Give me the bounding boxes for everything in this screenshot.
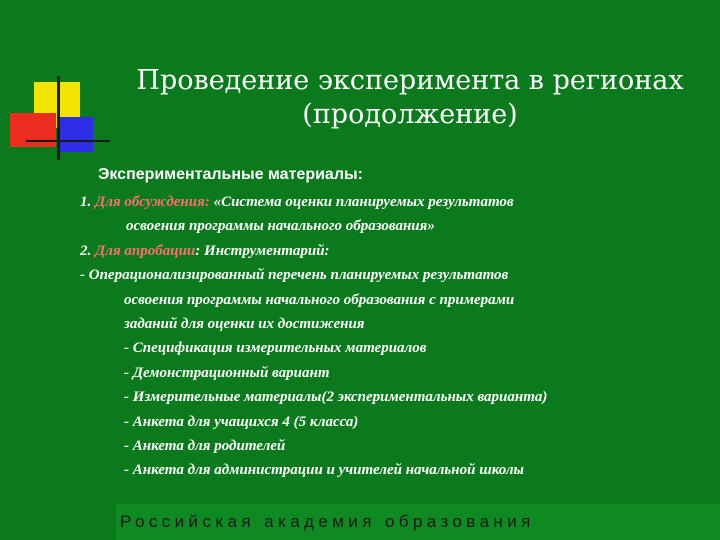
bullet-line: - Анкета для учащихся 4 (5 класса): [124, 413, 359, 430]
item-2-label: Для апробации: [95, 242, 196, 259]
bullet-line: - Измерительные материалы(2 экспериментальных варианта): [124, 389, 548, 406]
content-body: [80, 190, 710, 483]
logo-horizontal-line: [26, 140, 110, 142]
bullet-line: - Анкета для родителей: [124, 438, 286, 455]
bullet-line: освоения программы начального образования с примерами: [124, 291, 515, 308]
item-2-number: 2.: [80, 242, 95, 259]
item-1-continuation: освоения программы начального образования»: [126, 218, 435, 235]
item-2: [80, 239, 710, 263]
item-1: [80, 190, 710, 214]
logo-decoration: [0, 0, 110, 170]
slide-title-line1: Проведение эксперимента в регионах: [136, 65, 684, 96]
slide-title: [110, 64, 710, 132]
footer-text: Российская академия образования: [120, 512, 535, 531]
item-2-text: : Инструментарий:: [195, 242, 330, 259]
logo-blue-square: [57, 117, 93, 152]
item-1-number: 1.: [80, 194, 95, 210]
bullet-line: заданий для оценки их достижения: [124, 316, 365, 333]
bullet-line: - Операционализированный перечень планируемых результатов: [80, 267, 509, 284]
logo-vertical-line: [57, 76, 60, 160]
section-heading: Экспериментальные материалы:: [98, 166, 363, 183]
item-1-label: Для обсуждения:: [95, 194, 210, 210]
bullet-line: - Спецификация измерительных материалов: [124, 340, 427, 357]
bullet-line: - Анкета для администрации и учителей начальной школы: [124, 462, 524, 479]
bullet-line: - Демонстрационный вариант: [124, 364, 330, 381]
slide-title-line2: (продолжение): [302, 99, 518, 130]
item-1-text: «Система оценки планируемых результатов: [209, 194, 514, 210]
